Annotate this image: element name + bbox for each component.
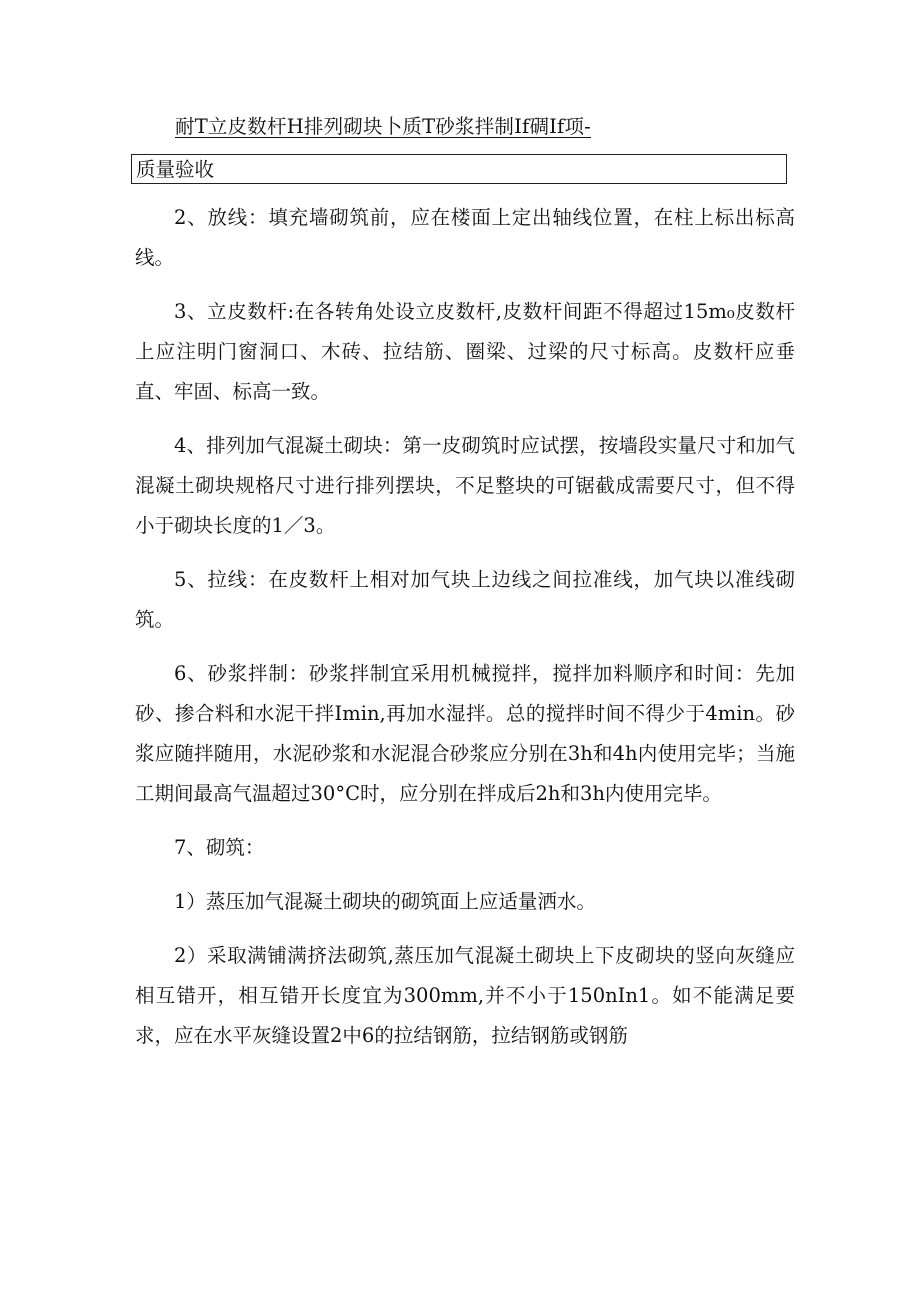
document-body: [135, 198, 795, 1070]
paragraph-masonry-heading: 7、砌筑：: [174, 836, 265, 859]
paragraph-masonry-step-2: 2）采取满铺满挤法砌筑,蒸压加气混凝土砌块上下皮砌块的竖向灰缝应相互错开，相互错开长度宜为300mm,并不小于150nIn1。如不能满足要求，应在水平灰缝设置2中6的拉结钢筋，拉结钢筋或钢筋: [135, 944, 795, 1047]
process-flow-text: 耐T立皮数杆H排列砌块卜质T砂浆拌制If碉If项-: [175, 115, 591, 138]
paragraph-setting-out: 2、放线：填充墙砌筑前，应在楼面上定出轴线位置，在柱上标出标高线。: [135, 206, 795, 269]
process-flow-heading: [175, 112, 795, 142]
quality-acceptance-box: [131, 154, 787, 184]
quality-acceptance-label: 质量验收: [136, 158, 215, 181]
paragraph-mortar-mixing: 6、砂浆拌制：砂浆拌制宜采用机械搅拌，搅拌加料顺序和时间：先加砂、掺合料和水泥干拌Imin,再加水湿拌。总的搅拌时间不得少于4min。砂浆应随拌随用，水泥砂浆和水泥混合砂浆应分别在3h和4h内使用完毕；当施工期间最高气温超过30°C时，应分别在拌成后2h和3h内使用完毕。: [135, 662, 795, 805]
paragraph-string-line: 5、拉线：在皮数杆上相对加气块上边线之间拉准线，加气块以准线砌筑。: [135, 568, 795, 631]
paragraph-story-rod: 3、立皮数杆:在各转角处设立皮数杆,皮数杆间距不得超过15m₀皮数杆上应注明门窗洞口、木砖、拉结筋、圈梁、过梁的尺寸标高。皮数杆应垂直、牢固、标高一致。: [135, 300, 795, 403]
paragraph-block-layout: 4、排列加气混凝土砌块：第一皮砌筑时应试摆，按墙段实量尺寸和加气混凝土砌块规格尺寸进行排列摆块，不足整块的可锯截成需要尺寸，但不得小于砌块长度的1／3。: [135, 434, 795, 537]
paragraph-masonry-step-1: 1）蒸压加气混凝土砌块的砌筑面上应适量洒水。: [174, 890, 596, 913]
